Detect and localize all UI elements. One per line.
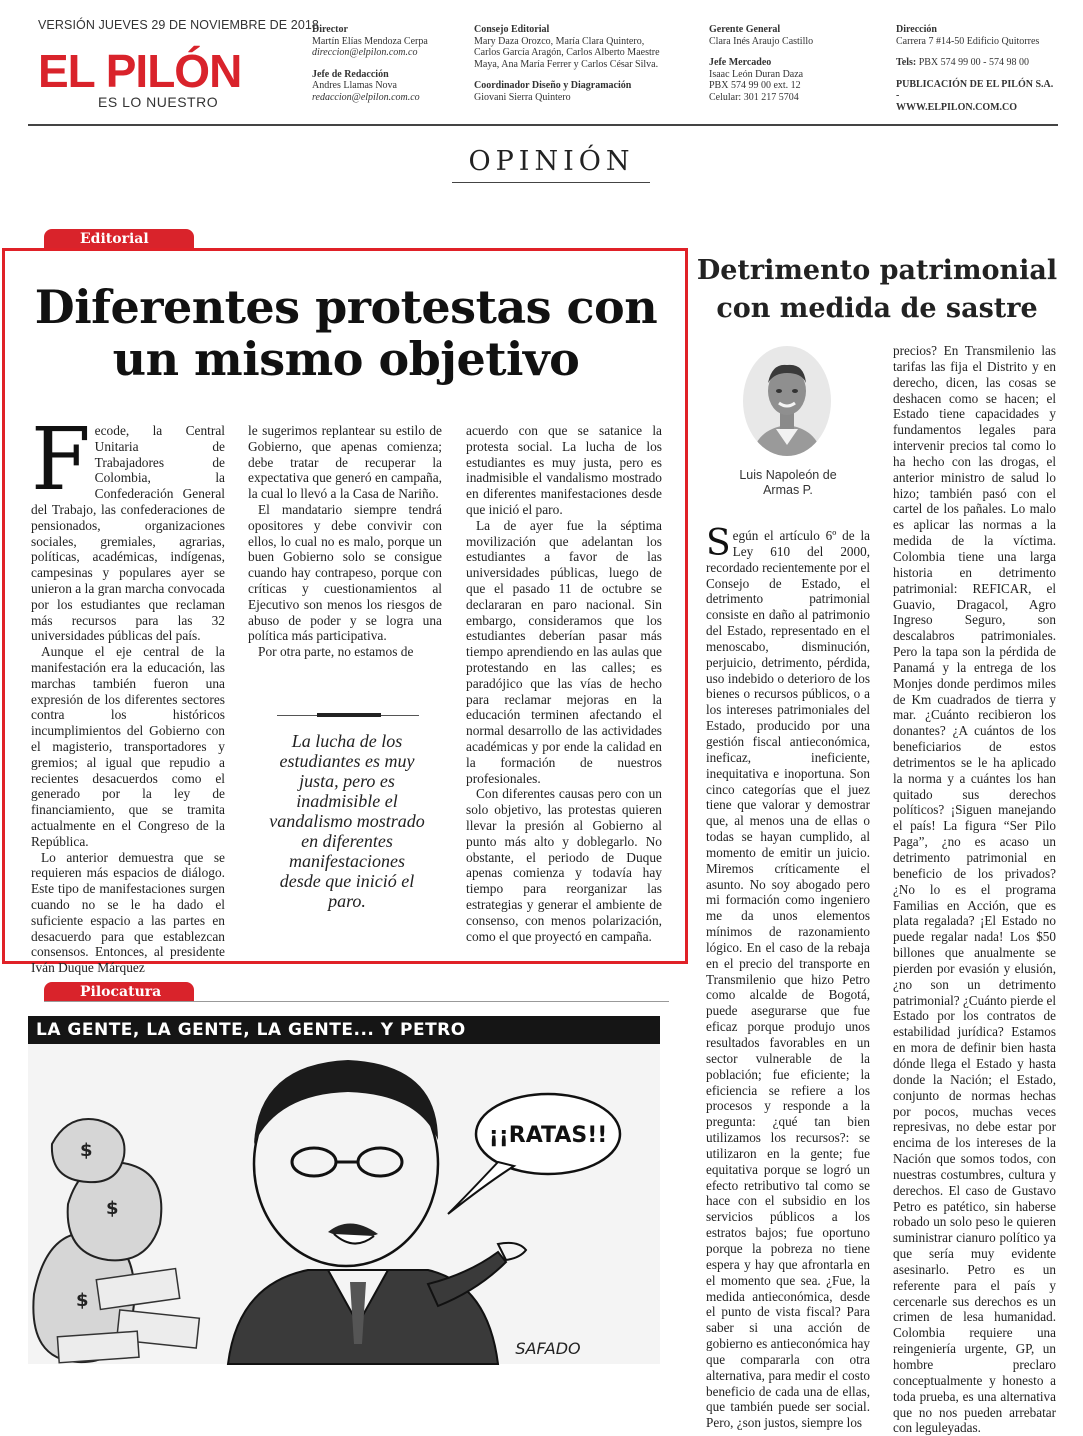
website-link[interactable]: WWW.ELPILON.COM.CO (896, 101, 1018, 113)
section-title-underline (452, 182, 650, 183)
publicacion-line: PUBLICACIÓN DE EL PILÓN S.A. - (896, 78, 1054, 101)
paragraph: Aunque el eje central de la manifestación era la educación, las marchas también fueron una expresión de los diferentes sectores contra los históricos incumplimientos del Gobierno con el magisterio, transportadores y gremios; al igual que repudio a recientes desacuerdos como el generado por la ley de financiamiento, que se tramita actualmente en el Congreso de la República. (31, 644, 225, 849)
mercadeo-label: Jefe Mercadeo (709, 57, 772, 68)
consejo-line: Mary Daza Orozco, María Clara Quintero, (474, 35, 645, 47)
edition-date: VERSIÓN JUEVES 29 DE NOVIEMBRE DE 2018 (38, 18, 319, 32)
jefe-redaccion-label: Jefe de Redacción (312, 68, 389, 80)
director-label: Director (312, 24, 348, 35)
column-text-right (893, 343, 1056, 1436)
jefe-redaccion-email[interactable]: redaccion@elpilon.com.co (312, 91, 420, 103)
cartoon-illustration (28, 1044, 660, 1364)
author-line: Luis Napoleón de (739, 468, 837, 482)
paragraph: egún el artículo 6º de la Ley 610 del 2000, recordado recientemente por el Consejo de Estado, el detrimento patrimonial consiste en daño al patrimonio del Estado, representado en el menoscabo, disminución, perjuicio, detrimento, pérdida, uso indebido o deterioro de los bienes o recursos públicos, o a los intereses patrimoniales del Estado, producido por una gestión fiscal antieconómica, ineficaz, ineficiente, inequitativa e inoportuna. Son cinco categorías que el juez tiene que valorar y demostrar que, al menos una de ellas o todas se hayan cumplido, al momento de emitir un juicio. Miremos críticamente el asunto. No soy abogado pero mi formación como ingeniero me da unos elementos mínimos de razonamiento lógico. En el caso de la rebaja en el precio del transporte en Transmilenio que hizo Petro como alcalde de Bogotá, puede asegurarse que fue eficaz porque produjo unos resultados favorables en un sector vulnerable de la población; fue eficiente; la eficiencia se refiere a los procesos y responde a la pregunta: ¿qué tan bien utilizamos los recursos?: se utilizaron en la gente; fue equitativa porque se logró un efecto retributivo tal como se hace con el subsidio en los servicios públicos a los estratos bajos; fue oportuno porque la pobreza no tiene espera y hay que afrontarla en el momento que sea. ¿Fue, la medida antieconómica, desde el punto de vista fiscal? Para saber si una acción de gobierno es antieconómica hay que compararla con otra alternativa, para medir el costo beneficio de cada una de ellas, que también puede ser social. Pero, ¿son justos, siempre los (706, 528, 870, 1431)
tels-value: PBX 574 99 00 - 574 98 00 (918, 57, 1029, 68)
paragraph: ecode, la Central Unitaria de Trabajadores de Colombia, la Confederación General del Trabajo, las confederaciones de pensionados, organizaciones sociales, gremiales, agrarias, políticas, académicas, indígenas, campesinas y populares ayer se unieron a la gran marcha convocada por los estudiantes que reclaman más recursos para las 32 universidades públicas del país. (31, 423, 225, 644)
header-divider (28, 124, 1058, 126)
paragraph: Con diferentes causas pero con un solo objetivo, las protestas quieren llevar la presión al Gobierno al punto más alto y doblegarlo. No obstante, el periodo de Duque apenas comienza y todavía hay tiempo para reorganizar las estrategias y generar el ambiente de consenso, con menos polarización, como el que proyectó en campaña. (466, 786, 662, 944)
editorial-column-2 (248, 423, 442, 660)
paragraph: La de ayer fue la séptima movilización que adelantan los estudiantes a favor de las universidades públicas, luego de que el pasado 11 de octubre se declararan en paro nacional. Sin embargo, consideramos que los estudiantes deberían pasar más tiempo aprendiendo en las aulas que protestando en las calles; es paradójico que las vías de hecho para reclamar mejoras en la educación terminen afectando el normal desarrollo de las actividades académicas y por ende la calidad en la formación de nuestros profesionales. (466, 517, 662, 786)
drop-cap: S (706, 523, 731, 564)
paragraph: le sugerimos replantear su estilo de Gobierno, que apenas comienza; debe tratar de recuperar la expectativa que generó en campaña, la cual lo llevó a la Casa de Nariño. (248, 423, 442, 502)
newspaper-logo[interactable]: EL PILÓN (38, 45, 242, 97)
editorial-headline (15, 281, 677, 385)
cartoon-banner: LA GENTE, LA GENTE, LA GENTE... Y PETRO (28, 1016, 660, 1044)
mercadeo-pbx: PBX 574 99 00 ext. 12 (709, 80, 801, 91)
jefe-redaccion-name: Andres Llamas Nova (312, 80, 397, 91)
cartoonist-signature: SAFADO (515, 1339, 581, 1358)
coordinador-name: Giovani Sierra Quintero (474, 91, 571, 103)
pilocatura-tab-rule (44, 1001, 669, 1002)
direccion-value: Carrera 7 #14-50 Edificio Quitorres (896, 35, 1040, 47)
coordinador-label: Coordinador Diseño y Diagramación (474, 80, 632, 91)
pilocatura-tab[interactable]: Pilocatura (44, 982, 194, 1002)
editorial-column-1 (31, 410, 225, 976)
mercadeo-cel: Celular: 301 217 5704 (709, 91, 799, 103)
svg-text:$: $ (76, 1290, 89, 1311)
svg-text:$: $ (80, 1140, 93, 1161)
director-email[interactable]: direccion@elpilon.com.co (312, 47, 418, 58)
column-text-left (706, 523, 870, 1431)
speech-bubble-text: ¡¡RATAS!! (488, 1123, 608, 1148)
direccion-label: Dirección (896, 24, 937, 35)
section-title: OPINIÓN (468, 146, 635, 177)
drop-cap: F (31, 410, 91, 510)
svg-text:$: $ (106, 1198, 119, 1219)
mercadeo-name: Isaac León Duran Daza (709, 68, 804, 80)
staff-column-consejo (474, 24, 660, 103)
cartoon (28, 1016, 660, 1364)
editorial-column-3 (466, 423, 662, 944)
pullquote-bar (317, 713, 381, 717)
staff-column-gerencia (709, 24, 813, 103)
column-headline (694, 252, 1060, 328)
editorial-article (2, 248, 688, 976)
paragraph: Lo anterior demuestra que se requieren más espacios de diálogo. Este tipo de manifestaciones surgen cuando no se le ha dado el suficiente espacio a las partes en desacuerdo para que establezcan consensos. Entonces, al presidente Iván Duque Márquez (31, 849, 225, 976)
headline-line: un mismo objetivo (112, 332, 580, 386)
paragraph: Por otra parte, no estamos de (258, 644, 414, 660)
author-name (706, 468, 870, 498)
gerente-name: Clara Inés Araujo Castillo (709, 35, 814, 47)
masthead (28, 14, 1058, 126)
paragraph: El mandatario siempre tendrá opositores y debe convivir con ellos, lo cual no es malo, porque un buen Gobierno solo se consigue cuando hay contrapeso, porque con críticas y cuestionamientos al Ejecutivo son menos los riesgos de abuso de poder y se logra una política más participativa. (248, 501, 442, 644)
consejo-line: Maya, Ana María Ferrer y Carlos César Silva. (474, 58, 659, 70)
gerente-label: Gerente General (709, 24, 781, 35)
staff-column-director (312, 24, 428, 103)
headline-line: Diferentes protestas con (34, 280, 658, 334)
author-portrait (742, 345, 832, 457)
consejo-label: Consejo Editorial (474, 24, 550, 35)
pullquote: La lucha de los estudiantes es muy justa, pero es inadmisible el vandalismo mostrado en diferentes manifestaciones desde que inició el paro. (269, 731, 425, 911)
consejo-line: Carlos García Aragón, Carlos Alberto Maestre (474, 47, 660, 58)
director-name: Martín Elías Mendoza Cerpa (312, 35, 428, 47)
headline-line: Detrimento patrimonial (696, 255, 1058, 286)
headline-line: con medida de sastre (716, 293, 1038, 324)
paragraph: precios? En Transmilenio las tarifas las fija el Distrito y en derecho, dicen, las cosas se deshacen como se hacen; el Estado tiene capacidades y fundamentos legales para intervenir precios tal como lo ha hecho con las drogas, el anterior ministro de salud lo hizo; también pasó con el cartel de los pañales. Lo malo es aplicar las normas a la medida de la víctima. Colombia tiene una larga historia en detrimento patrimonial: REFICAR, el Guavio, Dragacol, Agro Ingreso Seguro, son descalabros patrimoniales. Pero la tapa son la pérdida de Panamá y la entrega de los Monjes donde perdimos miles de Km cuadrados de tierra y mar. ¿Cuánto recibieron los donantes? ¿A cuántos de los beneficiarios de estos detrimentos se le ha aplicado la norma y a cuántes los han quitado sus derechos políticos? ¡Siguen manejando el país! La figura “Ser Pilo Paga”, ¿no es acaso un detrimento patrimonial en beneficio de los privados? ¿No lo es el programa Familias en Acción, que es plata regalada? ¡El Estado no puede regalar nada! Los $50 billones que anualmente se pierden por evasión y elusión, ¿no son un detrimento patrimonial? ¿Cuánto pierde el Estado por los contratos de estabilidad jurídica? Estamos en mora de definir bien hasta dónde llega el Estado y hasta donde la Nación; el Estado, conjunto de normas hechas por pocos, muchas veces represivas, no debe estar por encima de los intereses de la Nación que somos todos, con nuestras costumbres, cultura y derechos. El caso de Gustavo Petro es patético, sin haberse robado un solo peso le quieren suministrar cianuro político ya que sería muy evidente asesinarlo. Petro es un referente para el país y cercenarle sus derechos es un crimen de lesa humanidad. Colombia requiere una reingeniería urgente, GP, un hombre preclaro conceptualmente y honesto a toda prueba, es una alternativa que no nos pueden arrebatar con leguleyadas. (893, 343, 1056, 1436)
editorial-tab[interactable]: Editorial (44, 229, 194, 249)
tels-label: Tels: (896, 57, 917, 68)
paragraph: acuerdo con que se satanice la protesta social. La lucha de los estudiantes es muy justa, pero es inadmisible el vandalismo mostrado en diferentes manifestaciones desde que inició el paro. (466, 423, 662, 517)
newspaper-slogan: ES LO NUESTRO (98, 94, 219, 110)
staff-column-direccion (896, 24, 1058, 113)
author-line: Armas P. (763, 483, 813, 497)
